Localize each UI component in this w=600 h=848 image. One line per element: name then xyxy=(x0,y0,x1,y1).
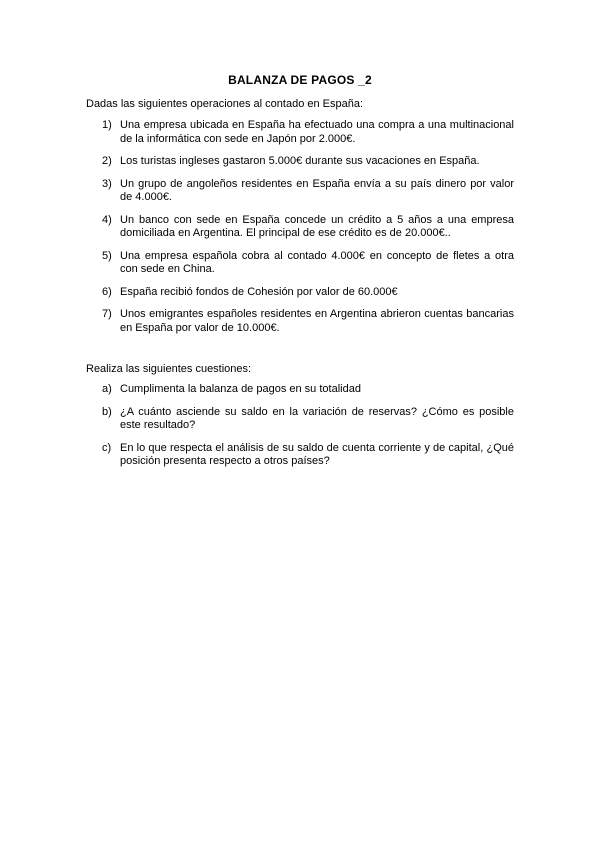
task-letter: a) xyxy=(102,383,112,395)
task-text: ¿A cuánto asciende su saldo en la variación de reservas? ¿Cómo es posible este resultado? xyxy=(120,405,514,431)
operations-intro: Dadas las siguientes operaciones al contado en España: xyxy=(86,98,364,110)
operation-item xyxy=(86,178,514,205)
tasks-list xyxy=(86,383,514,478)
operation-text: Un banco con sede en España concede un crédito a 5 años a una empresa domiciliada en Argentina. El principal de ese crédito es de 20.000€.. xyxy=(120,213,514,239)
task-letter: b) xyxy=(102,405,112,418)
operation-number: 2) xyxy=(102,155,112,167)
operation-item xyxy=(86,308,514,335)
task-item xyxy=(86,383,514,397)
operation-number: 1) xyxy=(102,119,112,131)
operation-text: Los turistas ingleses gastaron 5.000€ durante sus vacaciones en España. xyxy=(120,155,480,167)
operation-item xyxy=(86,119,514,146)
operation-text: Una empresa española cobra al contado 4.000€ en concepto de fletes a otra con sede en China. xyxy=(120,249,514,275)
operation-number: 4) xyxy=(102,213,112,226)
page-title: BALANZA DE PAGOS _2 xyxy=(228,73,372,87)
task-text: En lo que respecta el análisis de su saldo de cuenta corriente y de capital, ¿Qué posición presenta respecto a otros países? xyxy=(120,441,514,467)
task-item xyxy=(86,442,514,469)
operation-text: Unos emigrantes españoles residentes en Argentina abrieron cuentas bancarias en España por valor de 10.000€. xyxy=(120,308,514,334)
operation-text: Un grupo de angoleños residentes en España envía a su país dinero por valor de 4.000€. xyxy=(120,177,514,203)
operation-text: España recibió fondos de Cohesión por valor de 60.000€ xyxy=(120,285,398,298)
operation-number: 6) xyxy=(102,285,112,298)
task-item xyxy=(86,406,514,433)
tasks-intro: Realiza las siguientes cuestiones: xyxy=(86,363,252,375)
operation-item xyxy=(86,214,514,241)
operation-number: 5) xyxy=(102,249,112,262)
operation-text: Una empresa ubicada en España ha efectuado una compra a una multinacional de la informática con sede en Japón por 2.000€. xyxy=(120,119,514,145)
task-text: Cumplimenta la balanza de pagos en su totalidad xyxy=(120,383,361,395)
operation-number: 7) xyxy=(102,308,112,320)
operation-number: 3) xyxy=(102,177,112,190)
task-letter: c) xyxy=(102,441,112,454)
operation-item xyxy=(86,250,514,277)
operations-list xyxy=(86,119,514,344)
operation-item xyxy=(86,155,514,169)
operation-item xyxy=(86,286,514,300)
